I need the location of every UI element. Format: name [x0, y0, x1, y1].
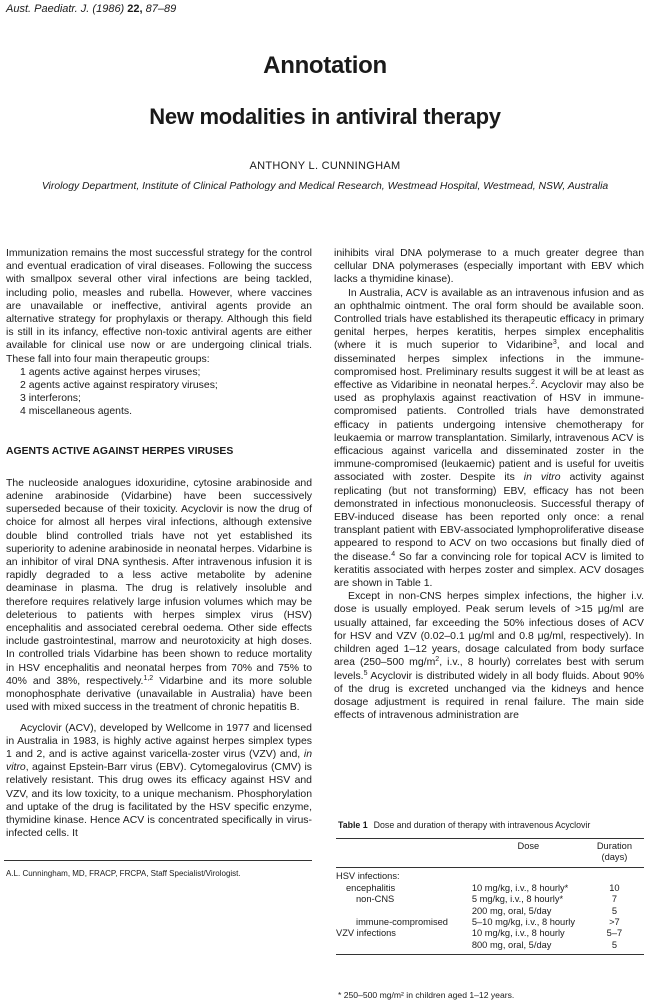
paragraph-text: Vidarbine and its more soluble monophosphate derivative (unavailable in Australia) have been used with mixed success in the treatment of chronic hepatitis B. — [6, 675, 312, 714]
table-cell: 200 mg, oral, 5/day — [471, 905, 552, 916]
affiliation: Virology Department, Institute of Clinical Pathology and Medical Research, Westmead Hospital, Westmead, NSW, Australia — [41, 181, 609, 192]
paragraph-text: The nucleoside analogues idoxuridine, cytosine arabinoside and adenine arabinoside (Vidarbine) have been successively superseded because of their toxicity. Acyclovir is now the drug of choice for almost all herpes viral infections, although extensive double blind controlled trials have not yet established its superiority to adenine arabinoside in neonatal herpes. Vidarbine is an inhibitor of viral DNA synthesis. After intravenous infusion it is rapidly degraded to a less active metabolite by adenine deaminase in plasma. The drug is relatively insoluble and therefore requires relatively large infusion volumes which may be deleterious to patients with herpes simplex virus (HSV) encephalitis and associated cerebral oedema. Other side effects include gastrointestinal, marrow and neurotoxicity at high doses. In controlled trials Vidarbine has been shown to reduce mortality in HSV encephalitis and neonatal herpes from 70% and 75% to 40% and 38%, respectively. — [6, 477, 312, 687]
table-label: Table 1 — [338, 820, 368, 830]
paragraph-text: Acyclovir (ACV), developed by Wellcome in 1977 and licensed in Australia in 1983, is highly active against herpes simplex types 1 and 2, and is active against varicella-zoster virus (VZV) and, — [6, 722, 312, 760]
right-column — [334, 247, 644, 722]
paragraph-text: , against Epstein-Barr virus (EBV). Cytomegalovirus (CMV) is relatively resistant. This drug owes its efficacy against HSV and VZV, and its low toxicity, to a unique mechanism. Phosphorylation and uptake of the drug is facilitated by the HSV specific enzyme, thymidine kinase. Hence ACV is concentrated specifically in virus-infected cells. It — [6, 762, 312, 840]
intro-paragraph: Immunization remains the most successful strategy for the control and eventual eradication of viral diseases. Following the success with smallpox several other viral infections are being tackled, including polio, measles and rubella. However, where vaccines are unavailable or ineffective, antiviral agents provide an alternative strategy for prophylaxis or therapy. Although this field is still in its infancy, effective non-toxic antiviral agents are either available for clinical use now or are undergoing clinical trials. These fall into four main therapeutic groups: — [6, 248, 312, 365]
table-cell: immune-compromised — [356, 916, 448, 927]
table-header-row — [336, 839, 644, 868]
citation-ref: 2 — [531, 379, 535, 387]
table-cell — [472, 871, 585, 882]
journal-pages: 87–89 — [145, 3, 177, 15]
article-title: New modalities in antiviral therapy — [149, 104, 501, 129]
table-row — [336, 883, 644, 894]
table-footnote: * 250–500 mg/m² in children aged 1–12 years. — [338, 990, 515, 1000]
table-cell: >7 — [609, 916, 620, 927]
table-cell: VZV infections — [336, 928, 396, 939]
table-row — [336, 940, 644, 955]
paragraph-text: Except in non-CNS herpes simplex infections, the higher i.v. dose is usually employed. Peak serum levels of >15 μg/ml are usually attained, far exceeding the 50% infectious doses of ACV for HSV and VZV (0.02–0.1 μg/ml and 0.8 μg/ml, respectively). In children aged 1–12 years, dosage calculated from body surface area (250–500 mg/m — [334, 591, 644, 669]
journal-citation — [6, 3, 176, 15]
table-row — [336, 917, 644, 928]
table-cell: 5 mg/kg, i.v., 8 hourly* — [471, 894, 564, 905]
table-cell: non-CNS — [356, 894, 395, 905]
superscript: 2 — [435, 656, 440, 664]
section-title: Annotation — [263, 52, 387, 79]
left-column — [6, 247, 312, 840]
table-cell: 5–7 — [606, 928, 623, 939]
section-heading: AGENTS ACTIVE AGAINST HERPES VIRUSES — [6, 445, 234, 457]
table-row — [336, 894, 644, 905]
list-item: 3 interferons; — [20, 393, 81, 405]
italic-text: in vitro — [523, 472, 561, 484]
citation-ref: 3 — [552, 339, 557, 347]
journal-name: Aust. Paediatr. J. — [6, 3, 90, 15]
paragraph-text: Acyclovir is distributed widely in all body fluids. About 90% of the drug is excreted unchanged via the kidneys and hence dosage adjustment is required in renal failure. The main side effects of intravenous administration are — [334, 670, 644, 722]
table-cell: 10 mg/kg, i.v., 8 hourly — [471, 928, 565, 939]
paragraph-text: . Acyclovir may also be used as prophylaxis against reactivation of HSV in immune-compromised patients. Controlled trials have demonstrated efficacy in patients undergoing intensive chemotherapy for leukaemia or marrow transplantation. Similarly, intravenous ACV is efficacious against varicella and disseminated zoster in the immune-compromised (leukaemic) patient and is useful for uveitis associated with zoster. Despite its — [334, 380, 645, 484]
author: ANTHONY L. CUNNINGHAM — [249, 160, 401, 172]
paragraph-text: So far a convincing role for topical ACV is limited to keratitis associated with herpes zoster and simplex. ACV dosages are shown in Table 1. — [334, 551, 644, 590]
list-item: 4 miscellaneous agents. — [20, 406, 132, 418]
body-paragraph: inihibits viral DNA polymerase to a much greater degree than cellular DNA polymerases (especially important with EBV which lacks a thymidine kinase). — [334, 248, 644, 286]
body-paragraph — [6, 477, 312, 715]
table-caption — [338, 820, 590, 830]
table-cell: 10 — [609, 882, 620, 893]
table-header — [336, 839, 472, 868]
table-cell: 10 mg/kg, i.v., 8 hourly* — [471, 882, 569, 893]
italic-text: in vitro — [6, 748, 312, 774]
body-paragraph — [6, 722, 312, 841]
table-cell: encephalitis — [346, 882, 396, 893]
dose-table — [336, 838, 644, 955]
therapeutic-groups — [6, 366, 312, 419]
table-header: Dose — [472, 839, 585, 868]
table-cell: 7 — [611, 894, 617, 905]
footnote-divider — [4, 860, 312, 861]
table-row — [336, 906, 644, 917]
body-paragraph — [334, 590, 644, 722]
author-footnote: A.L. Cunningham, MD, FRACP, FRCPA, Staff Specialist/Virologist. — [6, 869, 241, 878]
list-item: 1 agents active against herpes viruses; — [20, 366, 201, 378]
paragraph-text: activity against replicating (but not transforming) EBV, efficacy has not been demonstrated in infectious mononucleosis. Successful therapy of EBV-induced disease has been reported only once: a renal transplant patient with EBV-associated lymphoproliferative disease appeared to respond to ACV on two occasions but finally died of the disease. — [334, 472, 644, 563]
table-cell: 5 — [611, 905, 617, 916]
table-row — [336, 928, 644, 939]
journal-volume: 22, — [127, 3, 143, 15]
journal-year: (1986) — [92, 3, 125, 15]
table-cell — [585, 871, 644, 882]
table-cell: 5 — [585, 940, 644, 955]
table-caption-text: Dose and duration of therapy with intravenous Acyclovir — [373, 820, 591, 830]
citation-ref: 4 — [391, 550, 396, 558]
table-cell — [336, 940, 472, 955]
table-cell: 800 mg, oral, 5/day — [472, 940, 585, 955]
paragraph-text: , i.v., 8 hourly) correlates best with serum levels. — [334, 657, 644, 682]
paragraph-text: , and local and disseminated herpes simplex infections in the immune-compromised host. Preliminary results suggest it will be at least as effective as Vidaribine in neonatal herpes. — [334, 340, 644, 392]
table-cell: HSV infections: — [336, 871, 400, 882]
list-item: 2 agents active against respiratory viruses; — [20, 380, 218, 392]
paragraph-text: In Australia, ACV is available as an intravenous infusion and as an ophthalmic ointment. The oral form should be available soon. Controlled trials have established its therapeutic efficacy in primary genital herpes, herpes keratitis, herpes simplex encephalitis (where it is much superior to Vidaribine — [334, 287, 644, 352]
table-row — [336, 871, 644, 882]
body-paragraph — [334, 287, 644, 591]
table-header: Duration (days) — [585, 839, 644, 868]
table-cell: 5–10 mg/kg, i.v., 8 hourly — [471, 916, 576, 927]
citation-ref: 1,2 — [143, 674, 154, 682]
table-cell — [336, 906, 472, 917]
citation-ref: 5 — [363, 669, 368, 677]
